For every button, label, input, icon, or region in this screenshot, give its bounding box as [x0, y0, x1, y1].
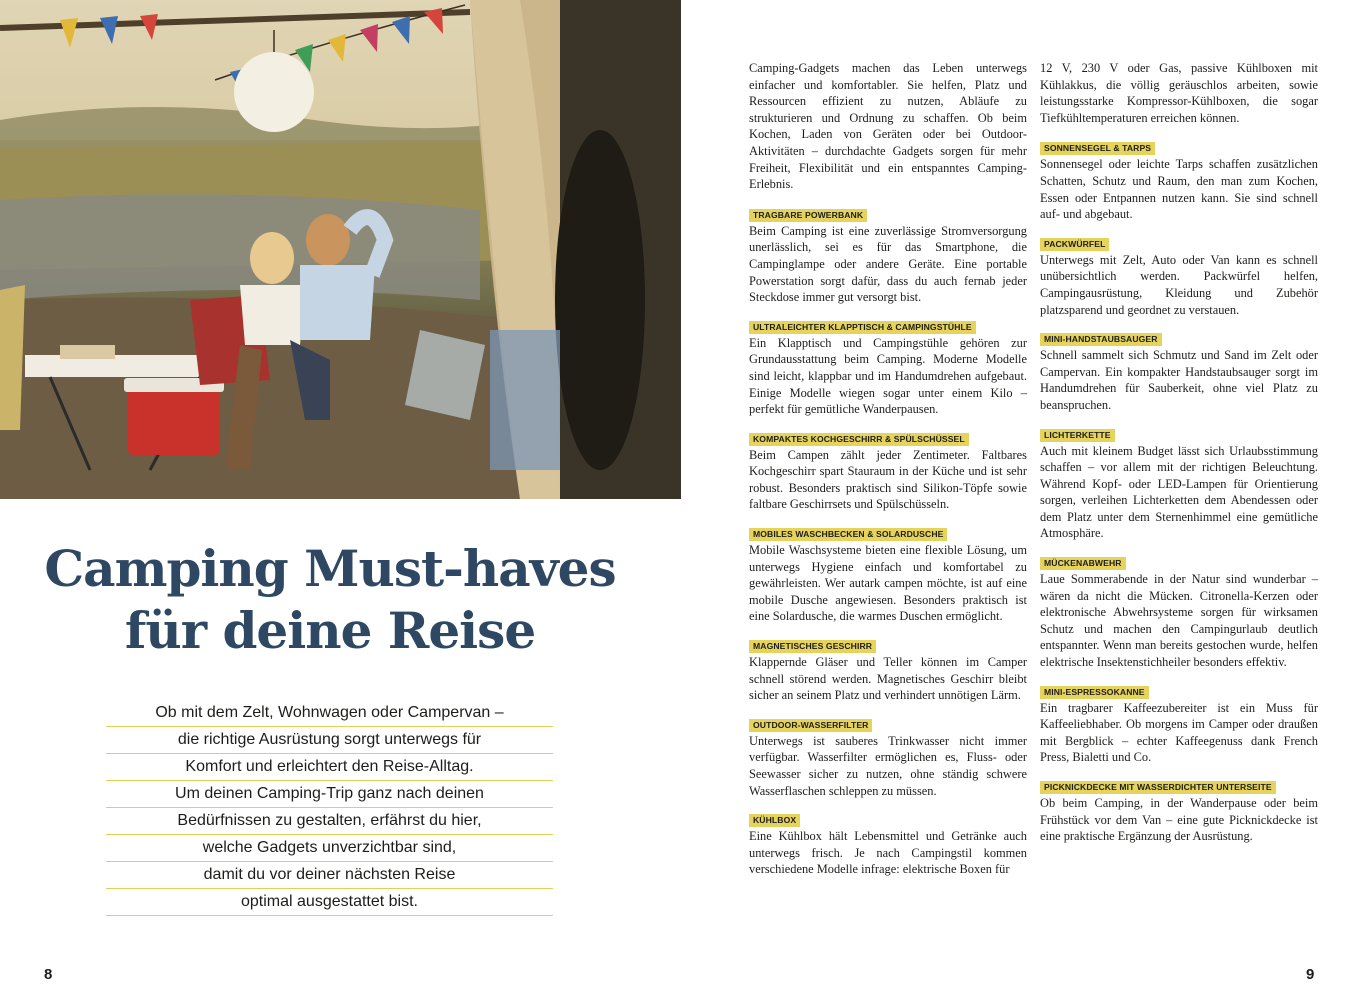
section-text: Auch mit kleinem Budget lässt sich Urlaubsstimmung schaffen – vor allem mit der richtigen Beleuchtung. Während Kopf- oder LED-Lampen für Orientierung sorgen, verleihen Lichterketten dem Abendessen oder dem Platz unter dem Sternenhimmel eine gemütliche Atmosphäre. [1040, 443, 1318, 541]
section-heading: TRAGBARE POWERBANK [749, 209, 867, 222]
intro-line: die richtige Ausrüstung sorgt unterwegs für [106, 727, 553, 754]
section-waschbecken [749, 525, 1027, 625]
section-heading: MÜCKENABWEHR [1040, 557, 1126, 570]
section-espressokanne [1040, 683, 1318, 766]
section-text: Laue Sommerabende in der Natur sind wunderbar – wären da nicht die Mücken. Citronella-Kerzen oder elektronische Abwehrsysteme sorgen für wirksamen Schutz und machen den Campingurlaub deutlich entspannter. Wenn man bereits gestochen wurde, helfen elektrische Insektenstichheiler besonders effektiv. [1040, 572, 1318, 670]
section-packwuerfel [1040, 235, 1318, 318]
section-heading: ULTRALEICHTER KLAPPTISCH & CAMPINGSTÜHLE [749, 321, 976, 334]
section-heading: LICHTERKETTE [1040, 429, 1115, 442]
section-sonnensegel [1040, 139, 1318, 222]
section-text: Unterwegs ist sauberes Trinkwasser nicht immer verfügbar. Wasserfilter ermöglichen es, Fluss- oder Seewasser sicher zu nutzen, ohne ständig schwere Wasserflaschen schleppen zu müssen. [749, 733, 1027, 798]
section-heading: OUTDOOR-WASSERFILTER [749, 719, 872, 732]
text-column-1 [749, 60, 1027, 890]
section-heading: MINI-ESPRESSOKANNE [1040, 686, 1149, 699]
section-picknickdecke [1040, 778, 1318, 845]
camping-photo-illustration [0, 0, 681, 499]
section-heading: MINI-HANDSTAUBSAUGER [1040, 333, 1162, 346]
page-number-right: 9 [1306, 966, 1315, 983]
intro-line: Bedürfnissen zu gestalten, erfährst du hier, [106, 808, 553, 835]
page-number-left: 8 [44, 966, 53, 983]
section-heading: SONNENSEGEL & TARPS [1040, 142, 1155, 155]
text-column-2 [1040, 60, 1318, 857]
intro-line: Ob mit dem Zelt, Wohnwagen oder Campervan – [106, 700, 553, 727]
intro-line: Komfort und erleichtert den Reise-Alltag. [106, 754, 553, 781]
camping-photo [0, 0, 681, 499]
section-kuehlbox [749, 811, 1027, 878]
intro-block [106, 700, 553, 916]
section-text: Beim Campen zählt jeder Zentimeter. Faltbares Kochgeschirr spart Stauraum in der Küche und ist sehr robust. Besonders praktisch sind Silikon-Töpfe sowie faltbare Geschirrsets und Spülschüsseln. [749, 447, 1027, 512]
intro-line: optimal ausgestattet bist. [106, 889, 553, 916]
section-text: Schnell sammelt sich Schmutz und Sand im Zelt oder Campervan. Ein kompakter Handstaubsauger sorgt im Handumdrehen für Sauberkeit, ohne viel Platz zu beanspruchen. [1040, 348, 1318, 412]
section-text: Mobile Waschsysteme bieten eine flexible Lösung, um unterwegs Hygiene einfach und komfortabel zu gewährleisten. Wer autark campen möchte, ist auf eine mobile Dusche angewiesen. Besonders praktisch ist eine Solardusche, die warmes Duschen ermöglicht. [749, 543, 1027, 624]
headline-line-1: Camping Must-haves [44, 539, 616, 598]
intro-paragraph: Camping-Gadgets machen das Leben unterwegs einfacher und komfortabler. Sie helfen, Platz und Ressourcen effizient zu nutzen, Abläufe zu strukturieren und Ordnung zu schaffen. Ob beim Kochen, Laden von Geräten oder bei Outdoor-Aktivitäten – durchdachte Gadgets sorgen für mehr Freiheit, Flexibilität und ein entspanntes Camping-Erlebnis. [749, 61, 1027, 192]
section-heading: MOBILES WASCHBECKEN & SOLARDUSCHE [749, 528, 947, 541]
headline-line-2: für deine Reise [124, 601, 536, 660]
section-magnetisch [749, 637, 1027, 704]
section-handstaubsauger [1040, 330, 1318, 413]
section-kochgeschirr [749, 430, 1027, 513]
intro-line: damit du vor deiner nächsten Reise [106, 862, 553, 889]
section-heading: PACKWÜRFEL [1040, 238, 1109, 251]
section-text: Ob beim Camping, in der Wanderpause oder beim Frühstück vor dem Van – eine gute Picknickdecke ist eine praktische Ergänzung der Ausrüstung. [1040, 796, 1318, 844]
section-text: Ein Klapptisch und Campingstühle gehören zur Grundausstattung beim Camping. Moderne Modelle sind leicht, klappbar und im Handumdrehen aufgebaut. Einige Modelle wiegen sogar unter einem Kilo – perfekt für gemütliche Wanderpausen. [749, 335, 1027, 417]
section-text: Eine Kühlbox hält Lebensmittel und Getränke auch unterwegs frisch. Je nach Campingstil kommen verschiedene Modelle infrage: elektrische Boxen für [749, 829, 1027, 877]
section-heading: MAGNETISCHES GESCHIRR [749, 640, 876, 653]
page-headline [40, 538, 620, 662]
section-heading: KÜHLBOX [749, 814, 800, 827]
section-klapptisch [749, 318, 1027, 418]
intro-line: welche Gadgets unverzichtbar sind, [106, 835, 553, 862]
section-wasserfilter [749, 716, 1027, 799]
section-powerbank [749, 206, 1027, 306]
section-heading: KOMPAKTES KOCHGESCHIRR & SPÜLSCHÜSSEL [749, 433, 969, 446]
section-text: Sonnensegel oder leichte Tarps schaffen zusätzlichen Schatten, Schutz und Raum, den man zum Kochen, Essen oder Entpannen nutzen kann. Sie sind schnell auf- und abgebaut. [1040, 157, 1318, 222]
section-heading: PICKNICKDECKE MIT WASSERDICHTER UNTERSEITE [1040, 781, 1276, 794]
intro-line: Um deinen Camping-Trip ganz nach deinen [106, 781, 553, 808]
section-text: Klappernde Gläser und Teller können im Camper schnell störend werden. Magnetisches Geschirr bleibt sicher an seinem Platz und verhindert unnötigen Lärm. [749, 655, 1027, 703]
continued-paragraph: 12 V, 230 V oder Gas, passive Kühlboxen mit Kühlakkus, die völlig geräuschlos arbeiten, sowie leistungsstarke Kompressor-Kühlboxen, die sogar Tiefkühltemperaturen erreichen können. [1040, 61, 1318, 125]
section-mueckenabwehr [1040, 554, 1318, 671]
section-text: Ein tragbarer Kaffeezubereiter ist ein Muss für Kaffeeliebhaber. Ob morgens im Camper oder draußen mit Bergblick – echter Kaffeegenuss dank French Press, Bialetti und Co. [1040, 700, 1318, 765]
section-text: Unterwegs mit Zelt, Auto oder Van kann es schnell unübersichtlich werden. Packwürfel helfen, Campingausrüstung, Kleidung und Zubehör platzsparend und geordnet zu verstauen. [1040, 252, 1318, 317]
section-text: Beim Camping ist eine zuverlässige Stromversorgung unerlässlich, sei es für das Smartphone, die Campinglampe oder andere Geräte. Eine portable Powerstation sorgt dafür, dass du auch fernab jeder Steckdose immer gut versorgt bist. [749, 223, 1027, 305]
section-lichterkette [1040, 426, 1318, 543]
